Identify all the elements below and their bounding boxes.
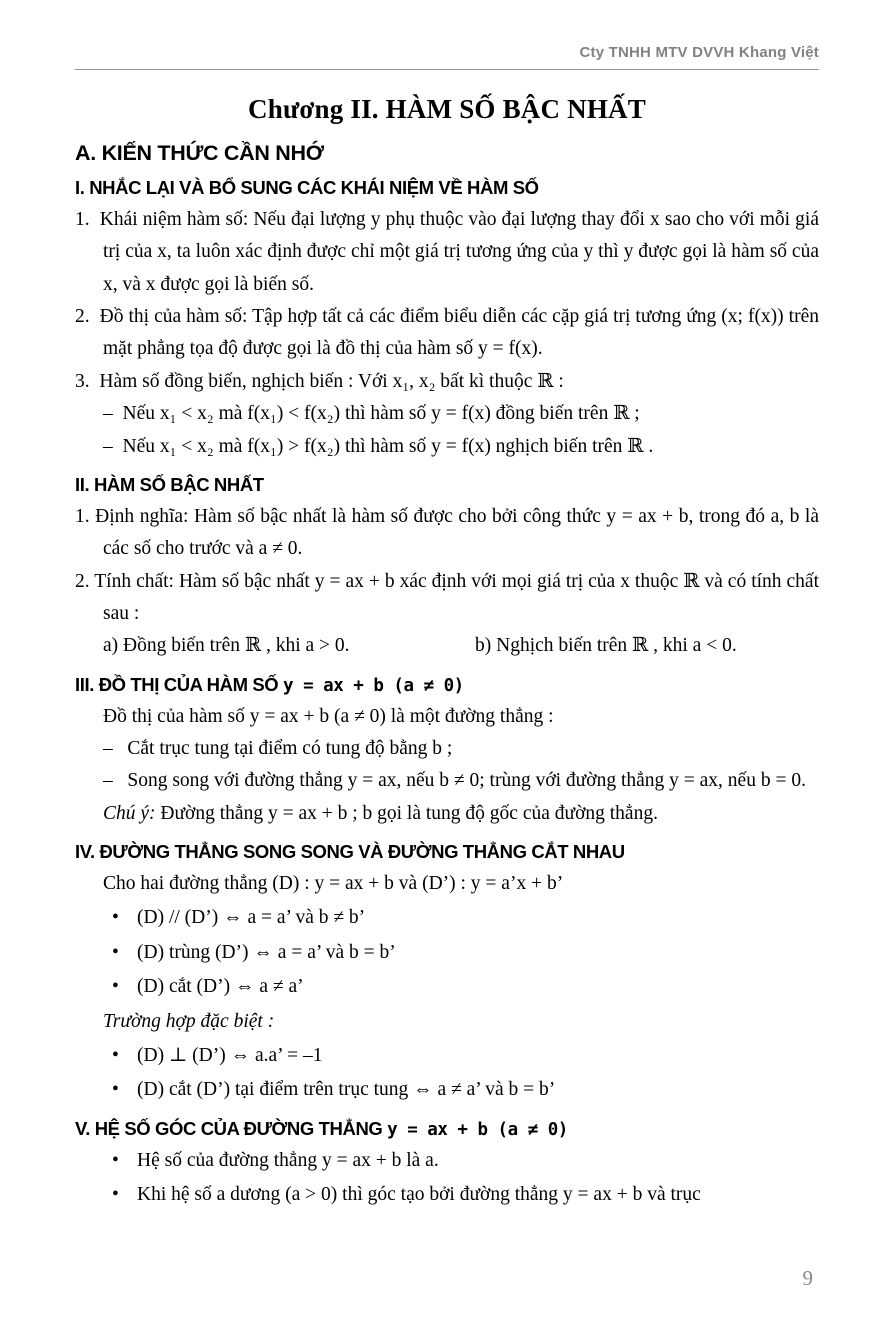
section-2-properties-row xyxy=(103,630,819,662)
section-2-item-2: 2. Tính chất: Hàm số bậc nhất y = ax + b xác định với mọi giá trị của x thuộc ℝ và có tính chất sau : xyxy=(75,570,819,624)
section-4-special-case-label: Trường hợp đặc biệt : xyxy=(103,1010,275,1032)
page-number: 9 xyxy=(802,1266,813,1290)
property-b: b) Nghịch biến trên ℝ , khi a < 0. xyxy=(475,635,737,657)
section-3-heading-text: III. ĐỒ THỊ CỦA HÀM SỐ xyxy=(75,673,279,695)
note-text: Đường thẳng y = ax + b ; b gọi là tung độ gốc của đường thẳng. xyxy=(160,802,658,824)
section-5-bullet-1: • Hệ số của đường thẳng y = ax + b là a. xyxy=(110,1145,819,1177)
note-label: Chú ý: xyxy=(103,802,156,824)
section-4-intro: Cho hai đường thẳng (D) : y = ax + b và (D’) : y = a’x + b’ xyxy=(103,873,564,895)
section-4-bullet-3: • (D) cắt (D’) ⇔ a ≠ a’ xyxy=(110,971,819,1003)
page-header xyxy=(75,44,819,70)
section-2-item-1: 1. Định nghĩa: Hàm số bậc nhất là hàm số được cho bởi công thức y = ax + b, trong đó a, b là các số cho trước và a ≠ 0. xyxy=(75,505,819,560)
section-3-heading-formula: y = ax + b (a ≠ 0) xyxy=(283,675,464,696)
section-1-item-2: 2. Đồ thị của hàm số: Tập hợp tất cả các điểm biểu diễn các cặp giá trị tương ứng (x; f(x)) trên mặt phẳng tọa độ được gọi là đồ thị của hàm số y = f(x). xyxy=(75,306,819,360)
section-1-heading: I. NHẮC LẠI VÀ BỔ SUNG CÁC KHÁI NIỆM VỀ HÀM SỐ xyxy=(75,177,539,198)
section-3-heading xyxy=(75,674,819,696)
section-4-bullet-1: • (D) // (D’) ⇔ a = a’ và b ≠ b’ xyxy=(110,902,819,934)
chapter-title: Chương II. HÀM SỐ BẬC NHẤT xyxy=(248,94,646,124)
section-1-item-1: 1. Khái niệm hàm số: Nếu đại lượng y phụ thuộc vào đại lượng thay đổi x sao cho với mỗi giá trị của x, ta luôn xác định được chỉ một giá trị tương ứng của y thì y được gọi là hàm số của x, và x được gọi là biến số. xyxy=(75,209,819,295)
section-4-bullet-4: • (D) ⊥ (D’) ⇔ a.a’ = –1 xyxy=(110,1040,819,1072)
section-5-bullet-2: • Khi hệ số a dương (a > 0) thì góc tạo bởi đường thẳng y = ax + b và trục xyxy=(110,1179,819,1211)
section-2-heading: II. HÀM SỐ BẬC NHẤT xyxy=(75,473,264,495)
section-3-intro: Đồ thị của hàm số y = ax + b (a ≠ 0) là một đường thẳng : xyxy=(103,705,554,727)
section-a-heading: A. KIẾN THỨC CẦN NHỚ xyxy=(75,141,324,165)
section-1-item-3: 3. Hàm số đồng biến, nghịch biến : Với x₁, x₂ bất kì thuộc ℝ : xyxy=(75,370,564,392)
section-4-heading: IV. ĐƯỜNG THẲNG SONG SONG VÀ ĐƯỜNG THẲNG CẮT NHAU xyxy=(75,841,625,863)
property-a: a) Đồng biến trên ℝ , khi a > 0. xyxy=(103,635,350,657)
section-5-heading-formula: y = ax + b (a ≠ 0) xyxy=(387,1119,568,1140)
publisher-name: Cty TNHH MTV DVVH Khang Việt xyxy=(579,44,819,61)
section-4-bullet-5: • (D) cắt (D’) tại điểm trên trục tung ⇔ a ≠ a’ và b = b’ xyxy=(110,1074,819,1106)
section-5-heading-text: V. HỆ SỐ GÓC CỦA ĐƯỜNG THẲNG xyxy=(75,1117,383,1139)
section-5-heading xyxy=(75,1118,819,1140)
section-4-bullet-2: • (D) trùng (D’) ⇔ a = a’ và b = b’ xyxy=(110,937,819,969)
section-3-note xyxy=(103,798,819,830)
section-3-dash-2: – Song song với đường thẳng y = ax, nếu b ≠ 0; trùng với đường thẳng y = ax, nếu b = 0. xyxy=(103,770,806,792)
section-1-dash-1: – Nếu x₁ < x₂ mà f(x₁) < f(x₂) thì hàm số y = f(x) đồng biến trên ℝ ; xyxy=(103,403,640,425)
section-1-dash-2: – Nếu x₁ < x₂ mà f(x₁) > f(x₂) thì hàm số y = f(x) nghịch biến trên ℝ . xyxy=(103,435,654,457)
section-3-dash-1: – Cắt trục tung tại điểm có tung độ bằng b ; xyxy=(103,738,453,760)
